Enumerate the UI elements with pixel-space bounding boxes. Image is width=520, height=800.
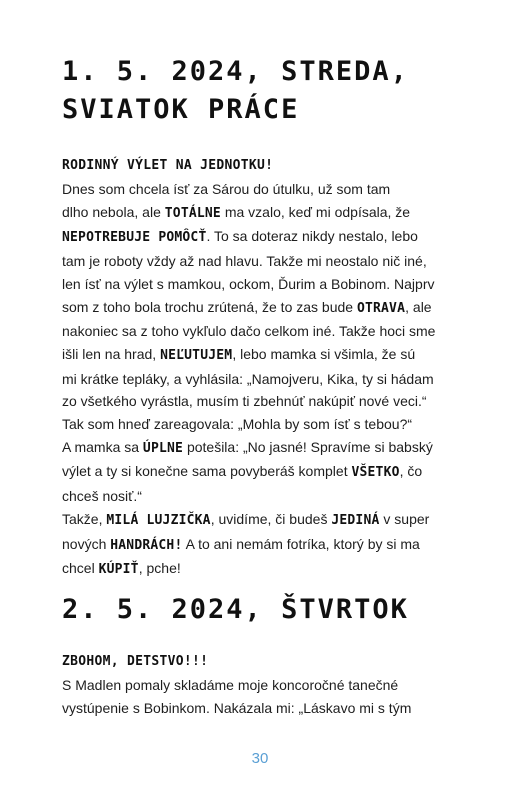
text-segment: , lebo mamka si všimla, že sú [232,345,416,362]
text-segment: mi krátke tepláky, a vyhlásila: „Namojveru, Kika, ty si hádam [62,370,434,387]
second-entry-subheading: ZBOHOM, DETSTVO!!! [62,654,209,669]
text-segment: , pche! [138,560,181,577]
text-line [62,178,462,201]
text-line [62,460,462,485]
text-segment: A mamka sa [62,438,143,455]
text-line [62,296,462,321]
entry-heading-line-1: 1. 5. 2024, STREDA, [62,56,409,87]
emphasized-word: VŠETKO [351,465,400,481]
text-segment: Dnes som chcela ísť za Sárou do útulku, už som tam [62,181,391,197]
text-segment: len ísť na výlet s mamkou, ockom, Ďurim a Bobinom. Najprv [62,275,435,292]
entry-body-text [62,178,462,582]
text-line [62,273,462,296]
text-segment: A to ani nemám fotríka, ktorý by si ma [182,535,420,552]
text-line [62,697,462,720]
text-line [62,485,462,508]
emphasized-word: TOTÁLNE [164,205,221,221]
text-line [62,674,462,697]
text-segment: som z toho bola trochu zrútená, že to zas bude [62,298,357,315]
text-segment: v super [379,510,430,527]
text-segment: išli len na hrad, [62,345,161,362]
emphasized-word: MILÁ LUJZIČKA [106,512,211,528]
emphasized-word: NEPOTREBUJE POMÔCŤ [62,230,207,246]
text-segment: Tak som hneď zareagovala: „Mohla by som ísť s tebou?“ [62,416,413,433]
text-segment: , ale [405,298,432,315]
text-line [62,320,462,343]
emphasized-word: KÚPIŤ [98,562,139,578]
text-segment: Takže, [62,510,107,527]
emphasized-word: ÚPLNE [142,440,184,456]
entry-heading-line-2: SVIATOK PRÁCE [62,94,300,125]
text-segment: dlho nebola, ale [62,203,165,220]
second-entry-body-text [62,674,462,719]
emphasized-word: OTRAVA [356,300,406,316]
emphasized-word: NEĽUTUJEM [160,347,233,363]
text-line [62,343,462,368]
text-line [62,557,462,582]
second-entry-heading: 2. 5. 2024, ŠTVRTOK [62,594,409,625]
text-segment: . To sa doteraz nikdy nestalo, lebo [206,228,418,245]
emphasized-word: JEDINÁ [331,512,380,528]
text-segment: chceš nosiť.“ [62,488,142,505]
emphasized-word: HANDRÁCH! [110,537,183,553]
text-line [62,533,462,558]
text-segment: výlet a ty si konečne sama povyberáš komplet [62,463,352,480]
text-line [62,225,462,250]
text-segment: tam je roboty vždy až nad hlavu. Takže mi neostalo nič iné, [62,253,427,270]
entry-subheading: RODINNÝ VÝLET NA JEDNOTKU! [62,158,274,173]
text-segment: vystúpenie s Bobinkom. Nakázala mi: „Láskavo mi s tým [62,699,412,716]
text-line [62,508,462,533]
text-line [62,390,462,413]
text-segment: ma vzalo, keď mi odpísala, že [220,203,411,220]
text-segment: zo všetkého vyrástla, musím ti zbehnúť nakúpiť nové veci.“ [62,393,427,410]
text-segment: S Madlen pomaly skladáme moje koncoročné tanečné [62,677,399,693]
text-line [62,250,462,273]
text-segment: , uvidíme, či budeš [210,510,332,527]
text-segment: nových [62,535,111,552]
text-segment: potešila: „No jasné! Spravíme si babský [183,438,433,455]
text-segment: nakoniec sa z toho vykľulo dačo celkom iné. Takže hoci sme [62,323,436,340]
text-line [62,436,462,461]
text-line [62,368,462,391]
text-line [62,413,462,436]
text-segment: chcel [62,560,99,577]
text-segment: , čo [399,463,423,480]
page-number: 30 [251,750,269,767]
text-line [62,201,462,226]
